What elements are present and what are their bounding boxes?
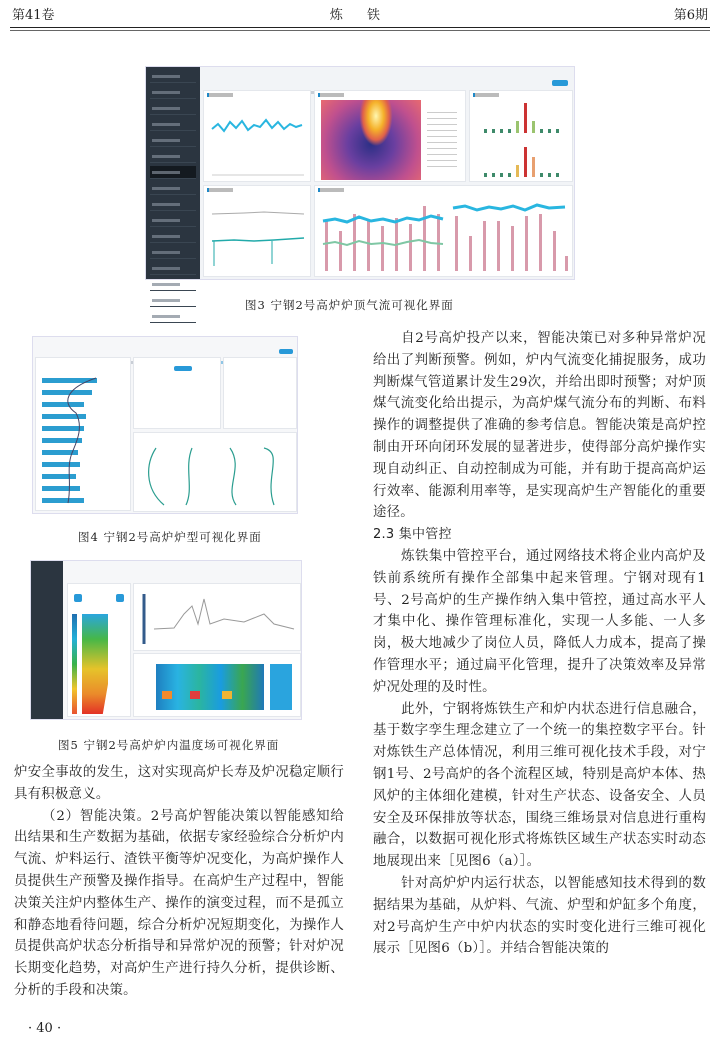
panel-temperature-profile [67, 583, 131, 717]
figure-3-tabs [206, 79, 386, 89]
panel-temp-heatmap [133, 653, 301, 717]
figure-5-sidebar [31, 561, 63, 719]
figure-4-screenshot [32, 336, 298, 514]
figure-3-screenshot [145, 66, 575, 280]
panel-temp-trend [133, 583, 301, 651]
figure-5-screenshot [30, 560, 302, 720]
left-column [14, 762, 344, 1002]
section-heading-2-3: 2.3 集中管控 [373, 527, 452, 543]
header-rule [10, 27, 710, 31]
panel-stats-table [223, 357, 297, 429]
panel-thickness-table [133, 357, 221, 429]
right-paragraph-2: 炼铁集中管控平台，通过网络技术将企业内高炉及铁前系统所有操作全部集中起来管理。宁钢对现有1号、2号高炉的生产操作纳入集中管控，通过高水平人才集中化、操作管理标准化，实现一人多能、一人多岗，极大地减少了岗位人员，降低人力成本，提高了操作管理水平；通过扁平化管理，提升了决策效率及异常炉况处理的及时性。 [373, 548, 706, 695]
right-paragraph-1: 自2号高炉投产以来，智能决策已对多种异常炉况给出了判断预警。例如，炉内气流变化捕捉服务，成功判断煤气管道累计发生29次，并给出即时预警；对炉顶煤气流变化给出提示，为高炉煤气流分布的判断、布料操作的调整提供了准确的参考信息。智能决策是高炉控制由开环向闭环发展的显著进步，使得部分高炉操作实现自动纠正、自动控制成为可能，并有助于提高高炉运行效率、能源利用率等，是实现高炉生产智能化的重要途径。 [373, 331, 706, 521]
issue-label: 第6期 [673, 8, 708, 23]
right-paragraph-3: 此外，宁钢将炼铁生产和炉内状态进行信息融合，基于数字孪生理念建立了一个统一的集控数字平台。针对炼铁生产总体情况，利用三维可视化技术手段，对宁钢1号、2号高炉的各个流程区域，特别是高炉本体、热风炉的主体细化建模，针对生产状态、设备安全、人员安全及环保排放等状态，围绕三维场景对信息进行重构融合，以数据可视化形式将炼铁区域生产状态实时动态地展现出来［见图6（a）］。 [373, 701, 706, 870]
volume-label: 第41卷 [12, 8, 55, 23]
figure-3-action-button [552, 80, 568, 86]
panel-airflow-trend [314, 185, 573, 277]
panel-furnace-profile [35, 357, 131, 511]
right-paragraph-4: 针对高炉炉内运行状态，以智能感知技术得到的数据结果为基础，从炉料、气流、炉型和炉缸多个角度，对2号高炉生产中炉内状态的实时变化进行三维可视化展示［见图6（b）］。并结合智能决策的 [373, 875, 706, 957]
figure-3-sidebar [146, 67, 200, 279]
figure-4-action-button [279, 349, 293, 354]
figure-5-caption: 图5 宁钢2号高炉炉内温度场可视化界面 [58, 738, 280, 752]
infrared-image [321, 100, 421, 180]
right-column [373, 328, 706, 960]
running-header [10, 0, 710, 26]
panel-top-gas [203, 185, 311, 277]
journal-title: 炼 铁 [329, 8, 391, 23]
left-paragraph-2: （2）智能决策。2号高炉智能决策以智能感知给出结果和生产数据为基础，依据专家经验综合分析炉内气流、炉料运行、渣铁平衡等炉况变化，为高炉操作人员提供生产预警及操作指导。在高炉生产过程中，智能决策关注炉内整体生产、操作的演变过程，而不是孤立和静态地看待问题，综合分析炉况短期变化，为操作人员提供高炉状态分析指导和异常炉况的预警；针对炉况长期变化趋势，对高炉生产进行持久分析，提供诊断、分析的手段和决策。 [14, 808, 344, 998]
figure-4-caption: 图4 宁钢2号高炉炉型可视化界面 [78, 530, 262, 544]
panel-infrared-imaging [314, 90, 466, 182]
heatmap [156, 664, 264, 710]
page-number: · 40 · [28, 1021, 62, 1036]
panel-wall-temp-curves [133, 432, 297, 512]
left-paragraph-1: 炉安全事故的发生，这对实现高炉长寿及炉况稳定顺行具有积极意义。 [14, 765, 344, 802]
panel-top-temp [203, 90, 311, 182]
panel-cross-temp [469, 90, 573, 182]
figure-3-caption: 图3 宁钢2号高炉炉顶气流可视化界面 [245, 298, 454, 312]
